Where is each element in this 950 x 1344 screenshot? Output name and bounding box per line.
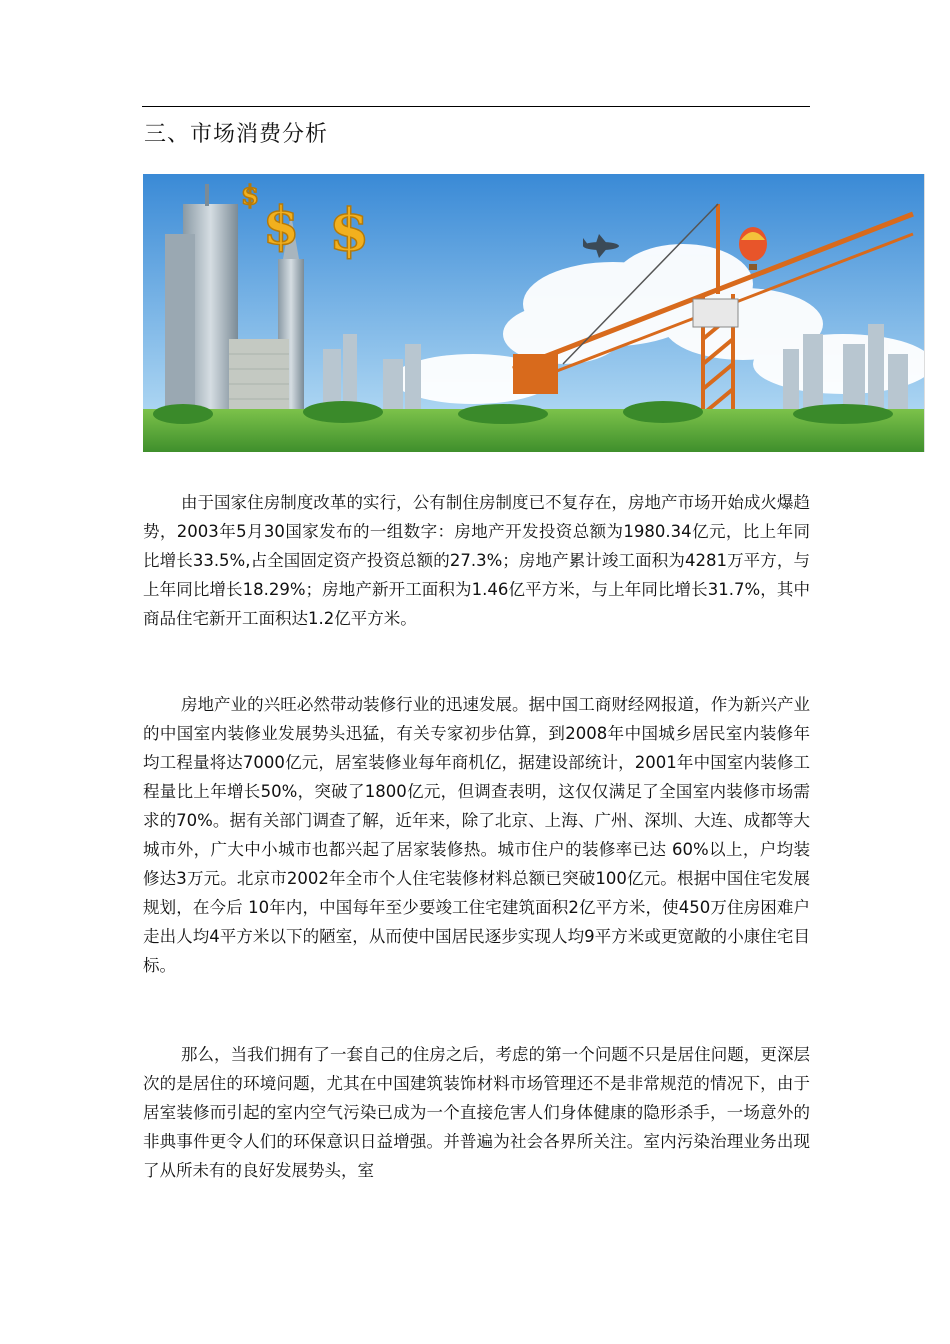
dollar-sign-icon: $ xyxy=(241,181,260,211)
paragraph-1: 由于国家住房制度改革的实行，公有制住房制度已不复存在，房地产市场开始成火爆趋势，2003年5月30国家发布的一组数字：房地产开发投资总额为1980.34亿元，比上年同比增长33.5%,占全国固定资产投资总额的27.3%；房地产累计竣工面积为4281万平方，与上年同比增长18.29%；房地产新开工面积为1.46亿平方米，与上年同比增长31.7%，其中商品住宅新开工面积达1.2亿平方米。 xyxy=(143,493,810,628)
dollar-sign-icon: $ xyxy=(263,196,300,257)
paragraph-3: 那么，当我们拥有了一套自己的住房之后，考虑的第一个问题不只是居住问题，更深层次的是居住的环境问题，尤其在中国建筑装饰材料市场管理还不是非常规范的情况下，由于居室装修而引起的室内空气污染已成为一个直接危害人们身体健康的隐形杀手，一场意外的非典事件更令人们的环保意识日益增强。并普遍为社会各界所关注。室内污染治理业务出现了从所未有的良好发展势头，室 xyxy=(143,1045,810,1180)
dollar-sign-icon: $ xyxy=(329,196,370,264)
crane-counterweight xyxy=(513,354,558,394)
banner-illustration xyxy=(143,174,924,452)
crane-cabin xyxy=(693,299,738,327)
paragraph-2: 房地产业的兴旺必然带动装修行业的迅速发展。据中国工商财经网报道，作为新兴产业的中国室内装修业发展势头迅猛，有关专家初步估算，到2008年中国城乡居民室内装修年均工程量将达7000亿元，居室装修业每年商机亿，据建设部统计，2001年中国室内装修工程量比上年增长50%，突破了1800亿元，但调查表明，这仅仅满足了全国室内装修市场需求的70%。据有关部门调查了解，近年来，除了北京、上海、广州、深圳、大连、成都等大城市外，广大中小城市也都兴起了居家装修热。城市住户的装修率已达 60%以上，户均装修达3万元。北京市2002年全市个人住宅装修材料总额已突破100亿元。根据中国住宅发展规划，在今后 10年内，中国每年至少要竣工住宅建筑面积2亿平方米，使450万住房困难户走出人均4平方米以下的陋室，从而使中国居民逐步实现人均9平方米或更宽敞的小康住宅目标。 xyxy=(143,695,810,975)
section-heading: 三、市场消费分析 xyxy=(144,122,329,147)
header-rule xyxy=(142,106,810,107)
banner-image xyxy=(143,174,925,452)
